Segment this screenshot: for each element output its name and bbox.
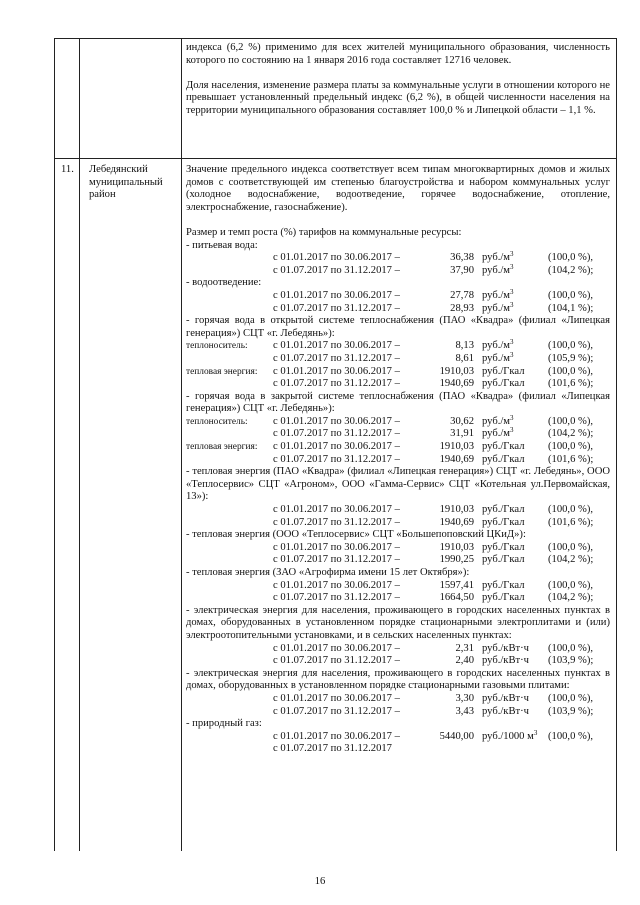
- tariff-unit: руб./Гкал: [482, 579, 525, 591]
- tariff-period: с 01.01.2017 по 30.06.2017 –: [273, 252, 400, 264]
- tariff-title: Размер и темп роста (%) тарифов на коммунальные ресурсы:: [186, 226, 462, 238]
- tariff-value: 1990,25: [439, 554, 474, 566]
- tariff-line: [186, 517, 610, 530]
- tariff-heading: - природный газ:: [186, 718, 262, 730]
- tariff-unit: руб./Гкал: [482, 592, 525, 604]
- tariff-heading: - водоотведение:: [186, 277, 262, 289]
- tariff-period: с 01.07.2017 по 31.12.2017 –: [273, 705, 400, 717]
- tariff-unit: руб./Гкал: [482, 365, 525, 377]
- tariff-line: [186, 340, 610, 353]
- column-divider: [79, 39, 80, 851]
- tariff-unit: руб./Гкал: [482, 541, 525, 553]
- tariff-unit: $руб./м^3$: [482, 250, 514, 264]
- tariff-line: [186, 592, 610, 605]
- tariff-unit: руб./Гкал: [482, 516, 525, 528]
- tariff-value: 30,62: [450, 415, 474, 427]
- tariff-growth: (104,2 %);: [548, 264, 594, 276]
- tariff-unit: $руб./м^3$: [482, 338, 514, 352]
- tariff-unit: $руб./м^3$: [482, 426, 514, 440]
- tariff-growth: (103,9 %);: [548, 705, 594, 717]
- tariff-period: с 01.07.2017 по 31.12.2017 –: [273, 592, 400, 604]
- tariff-period: с 01.07.2017 по 31.12.2017 –: [273, 655, 400, 667]
- tariff-line: [186, 643, 610, 656]
- tariff-value: 3,43: [455, 705, 474, 717]
- tariff-growth: (100,0 %),: [548, 289, 594, 301]
- tariff-unit: руб./кВт·ч: [482, 655, 529, 667]
- tariff-unit: руб./кВт·ч: [482, 692, 529, 704]
- tariff-line-label: теплоноситель:: [186, 341, 248, 352]
- tariff-period: с 01.07.2017 по 31.12.2017 –: [273, 516, 400, 528]
- tariff-value: 31,91: [450, 428, 474, 440]
- tariff-period: с 01.01.2017 по 30.06.2017 –: [273, 642, 400, 654]
- tariff-line: [186, 300, 610, 316]
- tariff-growth: (100,0 %),: [548, 541, 594, 553]
- tariff-growth: (100,0 %),: [548, 504, 594, 516]
- tariff-growth: (101,6 %);: [548, 378, 594, 390]
- tariff-line: [186, 454, 610, 467]
- tariff-value: 28,93: [450, 302, 474, 314]
- tariff-unit: $руб./м^3$: [482, 350, 514, 364]
- tariff-growth: (100,0 %),: [548, 730, 594, 742]
- tariff-value: 5440,00: [439, 730, 474, 742]
- municipality-name: Лебедянский муниципальный район: [89, 164, 163, 201]
- top-paragraph-2: Доля населения, изменение размера платы за коммунальные услуги в отношении которого не превышает установленный предельный индекс (6,2 %), в общей численности населения на территории муниципального образования составляет 100,0 % и Липецкой области – 1,1 %.: [186, 79, 610, 116]
- tariff-line: [186, 252, 610, 265]
- tariff-period: с 01.07.2017 по 31.12.2017 –: [273, 302, 400, 314]
- tariff-period: с 01.07.2017 по 31.12.2017 –: [273, 554, 400, 566]
- tariff-value: 1910,03: [439, 541, 474, 553]
- tariff-unit: руб./Гкал: [482, 378, 525, 390]
- tariff-line: [186, 428, 610, 441]
- tariff-line: [186, 262, 610, 278]
- row-number: 11.: [61, 164, 74, 175]
- tariff-heading: - тепловая энергия (ЗАО «Агрофирма имени 15 лет Октября»):: [186, 567, 470, 578]
- tariff-unit: $руб./м^3$: [482, 300, 514, 314]
- tariff-line-label: теплоноситель:: [186, 416, 248, 427]
- tariff-growth: (100,0 %),: [548, 642, 594, 654]
- tariff-line: [186, 366, 610, 379]
- tariff-unit: $руб./м^3$: [482, 287, 514, 301]
- tariff-growth: (105,9 %);: [548, 352, 594, 364]
- tariff-heading: - горячая вода в закрытой системе теплоснабжения (ПАО «Квадра» (филиал «Липецкая генерация») СЦТ «г. Лебедянь»):: [186, 390, 610, 415]
- tariff-line: [186, 350, 610, 366]
- tariff-period: с 01.01.2017 по 30.06.2017 –: [273, 415, 400, 427]
- tariff-unit: руб./1000 $м^3$: [482, 728, 538, 742]
- tariff-unit: $руб./м^3$: [482, 413, 514, 427]
- tariff-period: с 01.07.2017 по 31.12.2017 –: [273, 453, 400, 465]
- tariff-period: с 01.07.2017 по 31.12.2017 –: [273, 428, 400, 440]
- previous-row-content: [186, 42, 610, 118]
- tariff-growth: (100,0 %),: [548, 692, 594, 704]
- intro-paragraph: Значение предельного индекса соответствует всем типам многоквартирных домов и жилых домов с соответствующей им степенью благоустройства и набором коммунальных услуг (холодное водоснабжение, водоотведение, горячее водоснабжение, отопление, электроснабжение, газоснабжение).: [186, 164, 610, 213]
- tariff-value: 1910,03: [439, 365, 474, 377]
- column-divider: [181, 39, 182, 851]
- tariff-value: 2,40: [455, 655, 474, 667]
- tariff-unit: руб./кВт·ч: [482, 642, 529, 654]
- tariff-period: с 01.01.2017 по 30.06.2017 –: [273, 289, 400, 301]
- tariff-period: с 01.07.2017 по 31.12.2017: [273, 743, 392, 755]
- tariff-heading: - электрическая энергия для населения, проживающего в городских населенных пунктах в домах, оборудованных в установленном порядке стационарными электроплитами и (или) электроотопительными установками, и в сельских населенных пунктах:: [186, 604, 610, 641]
- tariff-growth: (104,2 %);: [548, 554, 594, 566]
- tariff-growth: (103,9 %);: [548, 655, 594, 667]
- tariff-value: 1664,50: [439, 592, 474, 604]
- tariff-period: с 01.01.2017 по 30.06.2017 –: [273, 340, 400, 352]
- tariff-growth: (100,0 %),: [548, 441, 594, 453]
- tariff-unit: руб./кВт·ч: [482, 705, 529, 717]
- tariff-unit: $руб./м^3$: [482, 262, 514, 276]
- tariff-value: 3,30: [455, 692, 474, 704]
- tariff-unit: руб./Гкал: [482, 441, 525, 453]
- tariff-unit: руб./Гкал: [482, 554, 525, 566]
- tariff-line: [186, 542, 610, 555]
- tariff-growth: (100,0 %),: [548, 365, 594, 377]
- tariff-value: 1940,69: [439, 516, 474, 528]
- tariff-period: с 01.01.2017 по 30.06.2017 –: [273, 579, 400, 591]
- tariff-growth: (104,1 %);: [548, 302, 594, 314]
- tariff-period: с 01.07.2017 по 31.12.2017 –: [273, 264, 400, 276]
- tariff-growth: (101,6 %);: [548, 453, 594, 465]
- tariff-growth: (100,0 %),: [548, 252, 594, 264]
- tariff-line: [186, 504, 610, 517]
- tariff-line: [186, 413, 610, 429]
- tariff-value: 1910,03: [439, 441, 474, 453]
- tariff-line: [186, 554, 610, 567]
- tariff-period: с 01.01.2017 по 30.06.2017 –: [273, 365, 400, 377]
- tariff-value: 1940,69: [439, 378, 474, 390]
- tariff-period: с 01.01.2017 по 30.06.2017 –: [273, 541, 400, 553]
- tariff-value: 1910,03: [439, 504, 474, 516]
- tariff-period: с 01.01.2017 по 30.06.2017 –: [273, 441, 400, 453]
- tariff-heading: - тепловая энергия (ПАО «Квадра» (филиал «Липецкая генерация») СЦТ «г. Лебедянь», ООО «Теплосервис» СЦТ «Агроном», ООО «Гамма-Сервис» СЦТ «Котельная ул.Первомайская, 13»):: [186, 466, 610, 503]
- tariff-period: с 01.01.2017 по 30.06.2017 –: [273, 730, 400, 742]
- tariff-line: [186, 655, 610, 668]
- tariff-line: [186, 693, 610, 706]
- tariff-blocks: [186, 240, 610, 756]
- tariff-line: [186, 580, 610, 593]
- tariff-growth: (100,0 %),: [548, 415, 594, 427]
- tariff-unit: руб./Гкал: [482, 453, 525, 465]
- tariff-value: 1940,69: [439, 453, 474, 465]
- page-number: 16: [314, 876, 326, 887]
- row-content: [186, 164, 610, 756]
- tariff-value: 36,38: [450, 252, 474, 264]
- tariff-line: [186, 743, 610, 756]
- tariff-heading: - питьевая вода:: [186, 239, 258, 251]
- tariff-value: 2,31: [455, 642, 474, 654]
- tariff-value: 27,78: [450, 289, 474, 301]
- tariff-value: 8,61: [455, 352, 474, 364]
- tariff-value: 37,90: [450, 264, 474, 276]
- tariff-growth: (100,0 %),: [548, 579, 594, 591]
- tariff-value: 8,13: [455, 340, 474, 352]
- row-divider: [55, 158, 616, 159]
- tariff-line-label: тепловая энергия:: [186, 366, 258, 377]
- tariff-value: 1597,41: [439, 579, 474, 591]
- tariff-unit: руб./Гкал: [482, 504, 525, 516]
- tariff-growth: (100,0 %),: [548, 340, 594, 352]
- tariff-growth: (104,2 %);: [548, 428, 594, 440]
- tariff-line: [186, 706, 610, 719]
- tariff-period: с 01.07.2017 по 31.12.2017 –: [273, 352, 400, 364]
- tariff-period: с 01.01.2017 по 30.06.2017 –: [273, 692, 400, 704]
- tariff-growth: (104,2 %);: [548, 592, 594, 604]
- tariff-line: [186, 728, 610, 744]
- tariff-line: [186, 378, 610, 391]
- tariff-line: [186, 441, 610, 454]
- tariff-heading: - электрическая энергия для населения, проживающего в городских населенных пунктах в домах, оборудованных в установленном порядке стационарными газовыми плитами:: [186, 667, 610, 692]
- top-paragraph-1: индекса (6,2 %) применимо для всех жителей муниципального образования, численность которого по состоянию на 1 января 2016 года составляет 12716 человек.: [186, 42, 610, 66]
- tariff-line: [186, 287, 610, 303]
- tariff-table: [54, 38, 617, 851]
- tariff-heading: - горячая вода в открытой системе теплоснабжения (ПАО «Квадра» (филиал «Липецкая генерация») СЦТ «г. Лебедянь»):: [186, 315, 610, 339]
- tariff-period: с 01.01.2017 по 30.06.2017 –: [273, 504, 400, 516]
- tariff-line-label: тепловая энергия:: [186, 442, 258, 453]
- tariff-heading: - тепловая энергия (ООО «Теплосервис» СЦТ «Большепоповский ЦКиД»):: [186, 529, 526, 541]
- tariff-growth: (101,6 %);: [548, 516, 594, 528]
- tariff-period: с 01.07.2017 по 31.12.2017 –: [273, 378, 400, 390]
